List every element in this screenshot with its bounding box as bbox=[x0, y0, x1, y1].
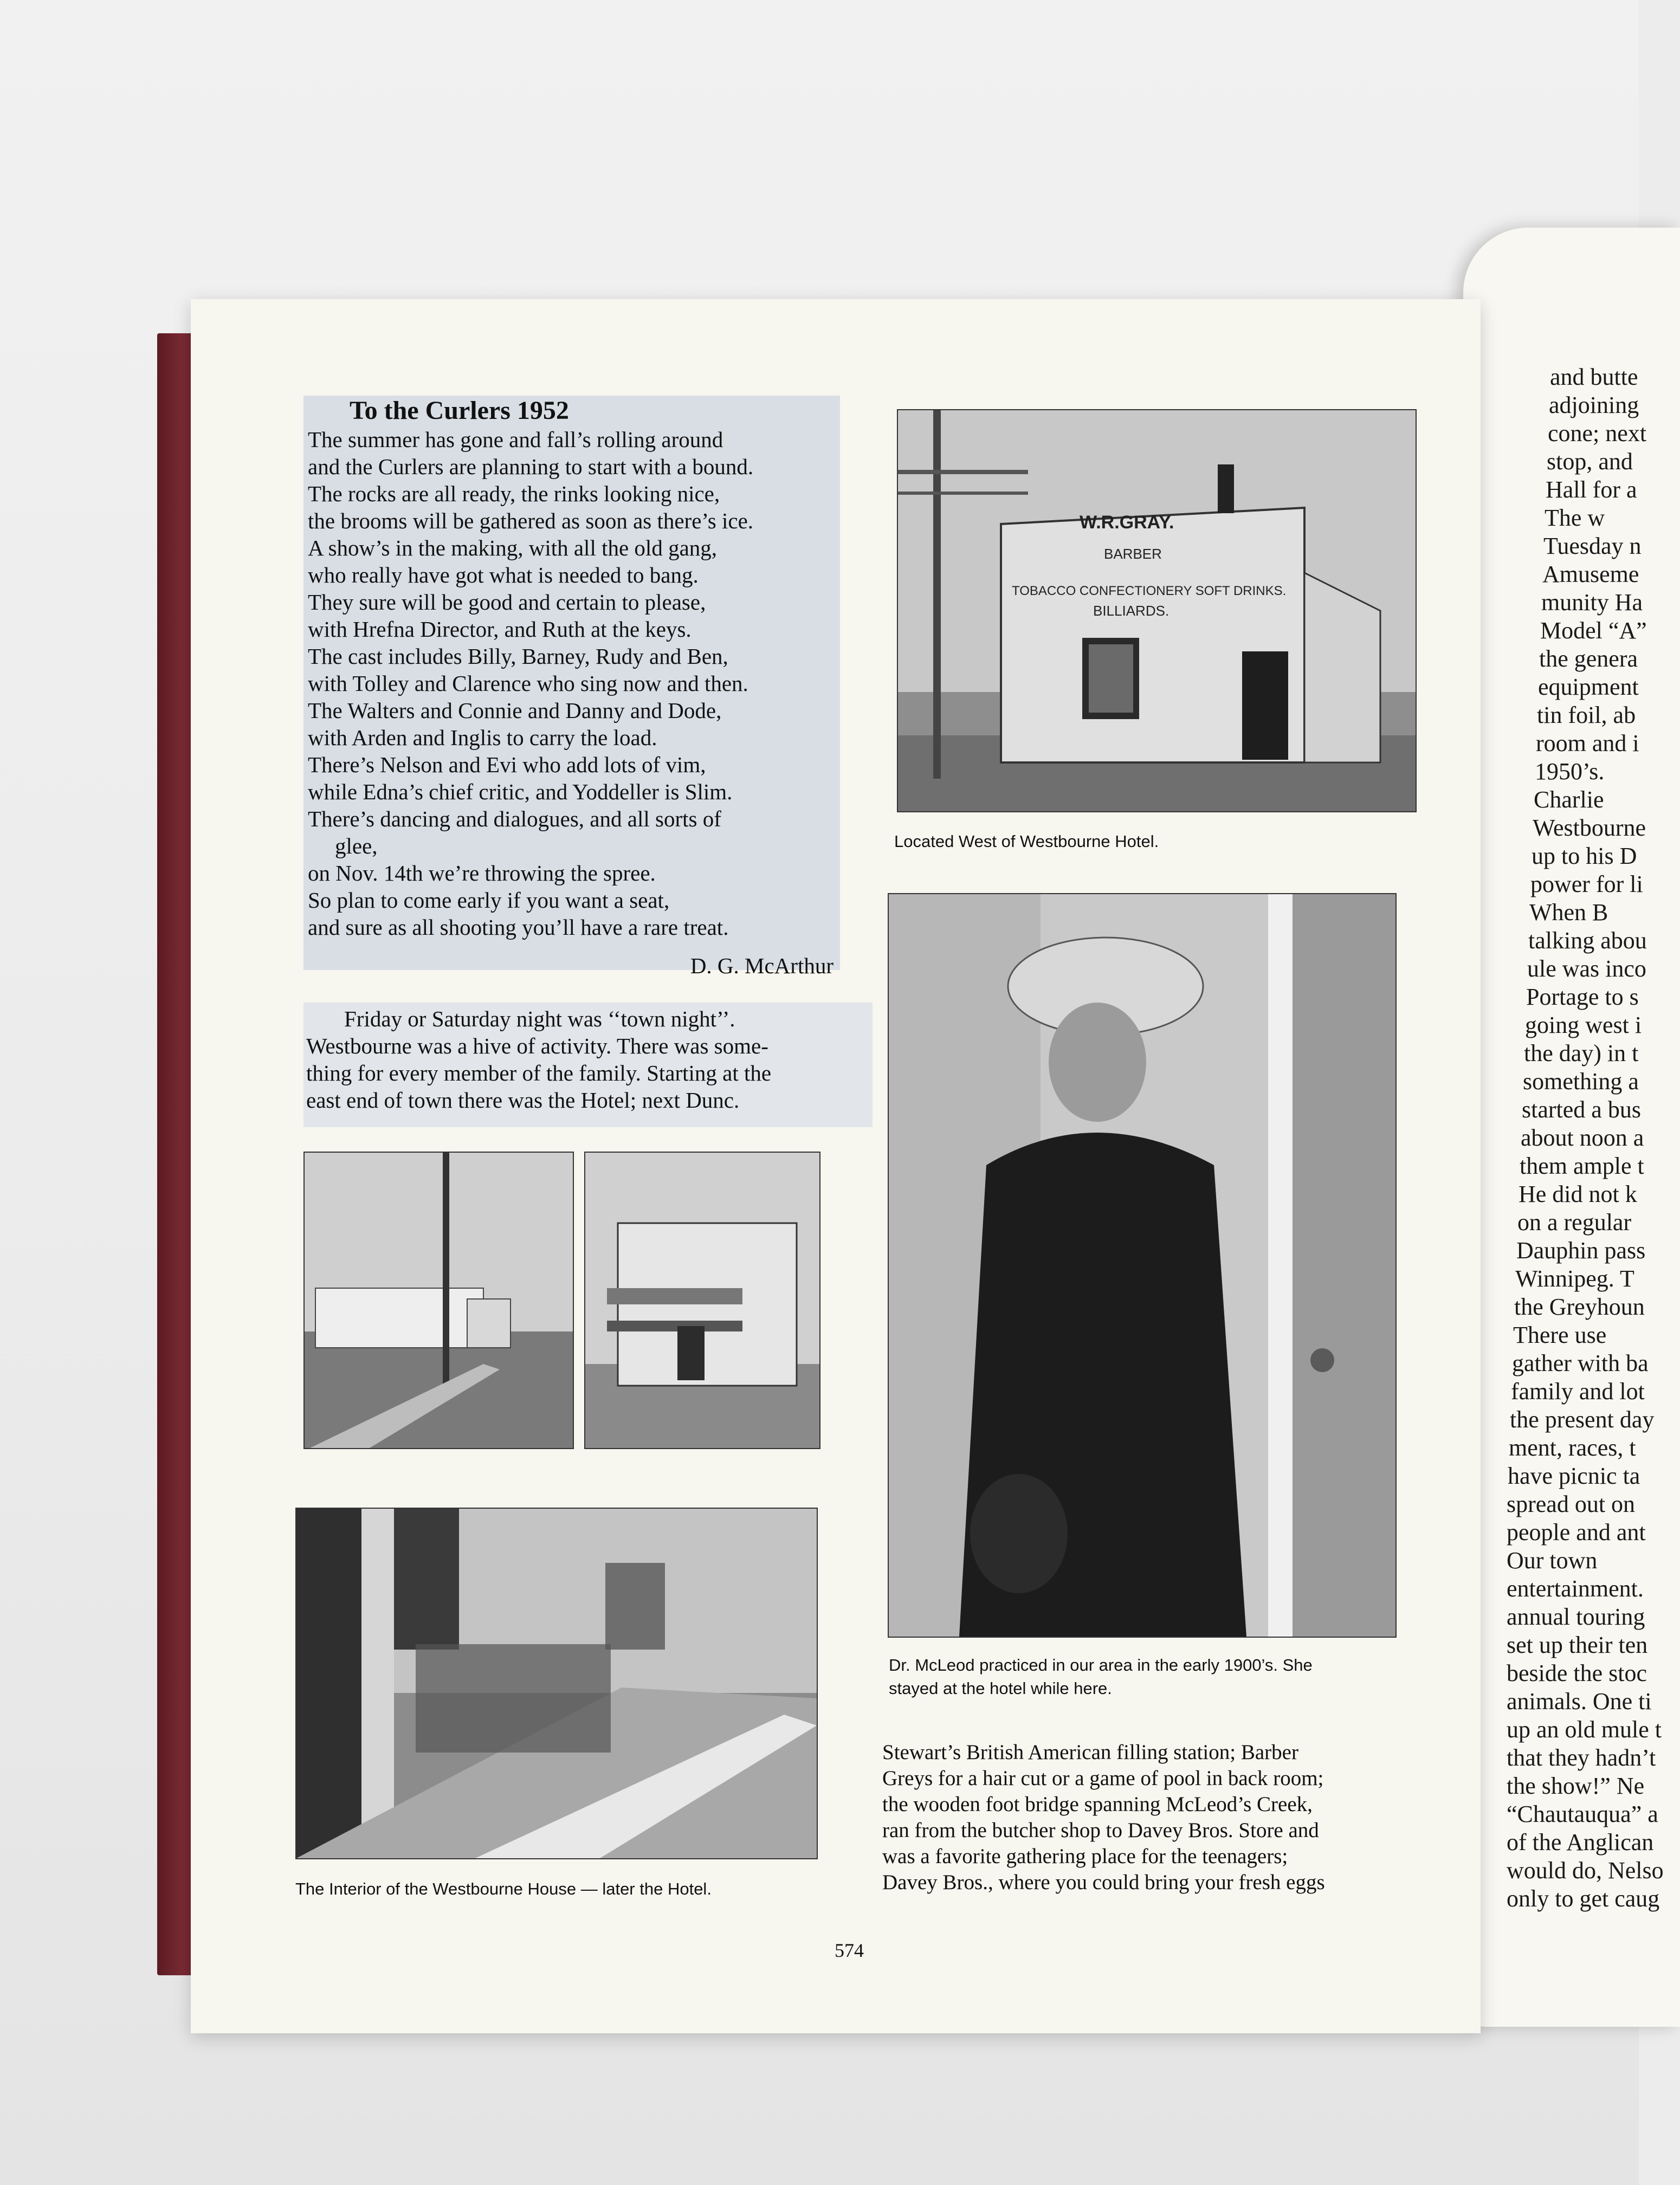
paragraph-line: thing for every member of the family. Starting at the bbox=[306, 1061, 772, 1085]
paragraph-line: east end of town there was the Hotel; next Dunc. bbox=[306, 1088, 740, 1113]
doctor-photo-caption-line2: stayed at the hotel while here. bbox=[889, 1679, 1112, 1698]
right-page-line: something a bbox=[1523, 1068, 1639, 1095]
right-page-line: the Greyhoun bbox=[1514, 1294, 1645, 1320]
right-page-line: Portage to s bbox=[1526, 984, 1639, 1010]
right-page-line: ment, races, t bbox=[1509, 1434, 1636, 1461]
right-page-line: When B bbox=[1529, 899, 1608, 926]
right-page-line: have picnic ta bbox=[1508, 1463, 1640, 1489]
poem-line: The rocks are all ready, the rinks looking nice, bbox=[308, 481, 720, 506]
right-page-line: started a bus bbox=[1522, 1096, 1641, 1123]
poem-line: The summer has gone and fall’s rolling around bbox=[308, 427, 723, 452]
hotel-photo bbox=[584, 1152, 820, 1449]
right-page-line: and butte bbox=[1550, 364, 1638, 390]
doctor-portrait-photo bbox=[888, 893, 1397, 1638]
paragraph-line: Friday or Saturday night was ‘‘town night’’. bbox=[344, 1006, 735, 1031]
poem-line: The cast includes Billy, Barney, Rudy and Ben, bbox=[308, 644, 728, 669]
paragraph-line: Davey Bros., where you could bring your fresh eggs bbox=[882, 1871, 1325, 1894]
right-page-line: There use bbox=[1513, 1322, 1607, 1348]
page-number: 574 bbox=[835, 1940, 864, 1961]
poem-line: and sure as all shooting you’ll have a rare treat. bbox=[308, 915, 729, 940]
right-page-line: beside the stoc bbox=[1507, 1660, 1647, 1686]
right-page-line: them ample t bbox=[1520, 1153, 1644, 1179]
right-page-line: annual touring bbox=[1507, 1604, 1645, 1630]
poem-line: with Tolley and Clarence who sing now and then. bbox=[308, 671, 748, 696]
doctor-photo-caption: Dr. McLeod practiced in our area in the early 1900’s. She bbox=[889, 1656, 1313, 1675]
paragraph-line: the wooden foot bridge spanning McLeod’s Creek, bbox=[882, 1793, 1313, 1816]
right-page-line: animals. One ti bbox=[1507, 1688, 1652, 1715]
right-page-line: Winnipeg. T bbox=[1515, 1265, 1634, 1292]
right-page-line: set up their ten bbox=[1507, 1632, 1648, 1658]
interior-illustration bbox=[296, 1509, 817, 1858]
right-page-line: “Chautauqua” a bbox=[1507, 1801, 1658, 1827]
store-sign-line3: BILLIARDS. bbox=[1093, 603, 1169, 619]
right-page-line: Hall for a bbox=[1546, 476, 1637, 503]
right-page-line: ule was inco bbox=[1527, 955, 1646, 982]
right-page-line: only to get caug bbox=[1507, 1885, 1660, 1912]
right-page-line: entertainment. bbox=[1507, 1575, 1644, 1602]
poem-line: with Hrefna Director, and Ruth at the keys. bbox=[308, 617, 692, 642]
store-sign-line1: BARBER bbox=[1104, 546, 1162, 562]
street-illustration bbox=[305, 1153, 573, 1448]
paragraph-line: Greys for a hair cut or a game of pool in back room; bbox=[882, 1767, 1324, 1790]
right-page-line: of the Anglican bbox=[1507, 1829, 1654, 1856]
right-page-line: people and ant bbox=[1507, 1519, 1646, 1546]
right-page-line: family and lot bbox=[1511, 1378, 1645, 1405]
paragraph-line: Stewart’s British American filling station; Barber bbox=[882, 1741, 1298, 1764]
right-page-line: munity Ha bbox=[1541, 589, 1643, 616]
store-photo-caption: Located West of Westbourne Hotel. bbox=[894, 832, 1159, 851]
right-page-line: the present day bbox=[1510, 1406, 1655, 1433]
store-sign-line2: TOBACCO CONFECTIONERY SOFT DRINKS. bbox=[1012, 584, 1287, 598]
right-page-line: that they hadn’t bbox=[1507, 1744, 1656, 1771]
right-page-line: Tuesday n bbox=[1543, 533, 1642, 559]
right-page-line: tin foil, ab bbox=[1537, 702, 1636, 728]
right-page-line: going west i bbox=[1525, 1012, 1642, 1038]
poem-line: There’s Nelson and Evi who add lots of vim, bbox=[308, 752, 706, 777]
poem-body bbox=[308, 426, 844, 941]
right-page-line: up to his D bbox=[1532, 843, 1637, 869]
right-page-line: gather with ba bbox=[1512, 1350, 1649, 1376]
right-page-line: about noon a bbox=[1521, 1124, 1644, 1151]
right-page-line: adjoining bbox=[1549, 392, 1639, 418]
poem-line: There’s dancing and dialogues, and all sorts of bbox=[308, 806, 721, 831]
poem-line: on Nov. 14th we’re throwing the spree. bbox=[308, 861, 656, 885]
right-page-line: Charlie bbox=[1534, 786, 1604, 813]
filling-station-paragraph bbox=[882, 1740, 1430, 1896]
poem-line: the brooms will be gathered as soon as there’s ice. bbox=[308, 508, 754, 533]
interior-photo-caption: The Interior of the Westbourne House — later the Hotel. bbox=[295, 1879, 712, 1898]
right-page-line: the genera bbox=[1539, 645, 1638, 672]
poem-line: while Edna’s chief critic, and Yoddeller is Slim. bbox=[308, 779, 733, 804]
poem-line: The Walters and Connie and Danny and Dode, bbox=[308, 698, 722, 723]
right-page-line: stop, and bbox=[1547, 448, 1633, 475]
street-photo bbox=[303, 1152, 574, 1449]
right-page-line: The w bbox=[1545, 505, 1605, 531]
paragraph-line: Westbourne was a hive of activity. There was some- bbox=[306, 1033, 768, 1058]
poem-line: and the Curlers are planning to start with a bound. bbox=[308, 454, 754, 479]
hotel-illustration bbox=[585, 1153, 819, 1448]
interior-photo bbox=[295, 1508, 818, 1859]
poem-line: So plan to come early if you want a seat, bbox=[308, 888, 670, 913]
poem-line: A show’s in the making, with all the old gang, bbox=[308, 535, 718, 560]
right-page-line: cone; next bbox=[1548, 420, 1647, 447]
poem-line: with Arden and Inglis to carry the load. bbox=[308, 725, 657, 750]
right-page-line: 1950’s. bbox=[1535, 758, 1605, 785]
town-night-paragraph bbox=[306, 1005, 870, 1114]
right-page-line: on a regular bbox=[1517, 1209, 1632, 1236]
right-page-line: Amuseme bbox=[1542, 561, 1639, 587]
right-page-line: up an old mule t bbox=[1507, 1716, 1662, 1743]
poem-line: They sure will be good and certain to please, bbox=[308, 590, 706, 615]
right-page-line: spread out on bbox=[1507, 1491, 1636, 1517]
right-page-line: the show!” Ne bbox=[1507, 1773, 1645, 1799]
right-page-line: Dauphin pass bbox=[1516, 1237, 1646, 1264]
paragraph-line: was a favorite gathering place for the teenagers; bbox=[882, 1845, 1288, 1868]
portrait-illustration bbox=[889, 894, 1395, 1637]
right-page-line: room and i bbox=[1536, 730, 1639, 757]
right-page-line: Model “A” bbox=[1540, 617, 1647, 644]
right-page bbox=[1463, 228, 1680, 2027]
store-sign-name: W.R.GRAY. bbox=[1080, 512, 1174, 533]
right-page-line: equipment bbox=[1538, 674, 1639, 700]
right-page-line: Westbourne bbox=[1533, 814, 1646, 841]
store-photo bbox=[897, 409, 1417, 812]
right-page-line: the day) in t bbox=[1524, 1040, 1639, 1066]
poem-author: D. G. McArthur bbox=[690, 953, 833, 978]
right-page-line: Our town bbox=[1507, 1547, 1598, 1574]
right-page-line: power for li bbox=[1530, 871, 1643, 897]
right-page-line: He did not k bbox=[1519, 1181, 1637, 1207]
right-page-line: talking abou bbox=[1528, 927, 1647, 954]
right-page-line: would do, Nelso bbox=[1507, 1857, 1664, 1884]
poem-title: To the Curlers 1952 bbox=[350, 396, 569, 425]
poem-line: who really have got what is needed to bang. bbox=[308, 563, 699, 587]
poem-line: glee, bbox=[335, 833, 378, 858]
paragraph-line: ran from the butcher shop to Davey Bros. Store and bbox=[882, 1819, 1319, 1842]
